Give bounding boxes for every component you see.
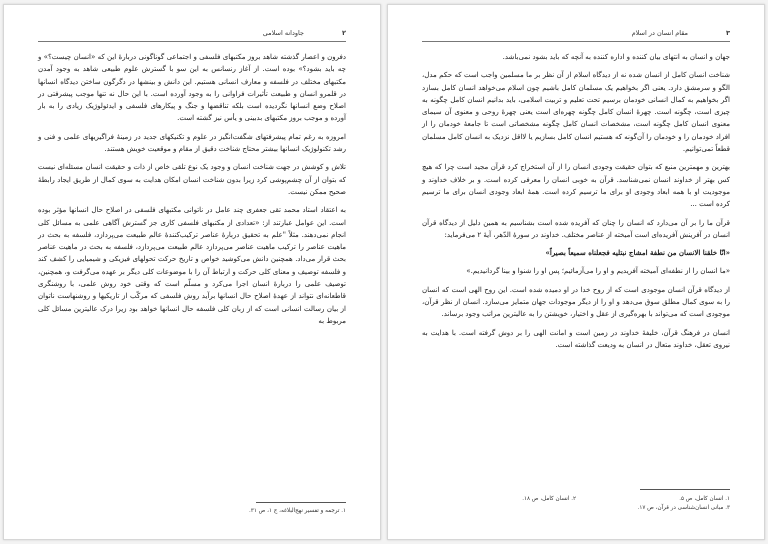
paragraph: امروزه به رغم تمام پیشرفتهای شگفت‌انگیز در علوم و تکنیکهای جدید در زمینهٔ فراگیریهای علمی و فنی و رشد تکنولوژیک انسانها بیشتر محتاج شناخت دقیق از مقام و موقعیت خویش هستند. (38, 132, 346, 154)
paragraph: قرآن ما را بر آن می‌دارد که انسان را چنان که آفریده شده است بشناسیم به همین دلیل از دیدگاه قرآن انسان در آفرینش آفریده‌ای است آمیخته از عناصر مختلف. خداوند در سورهٔ الدّهر، آیهٔ ٢ می‌فرماید: (422, 218, 730, 239)
right-page (387, 4, 765, 540)
left-footnotes (38, 507, 346, 516)
paragraph: شناخت انسان کامل از انسان شده نه از دیدگاه اسلام از آن نظر بر ما مسلمین واجب است که حکم مدل، الگو و سرمشق دارد. یعنی اگر بخواهیم یک مسلمان کامل باشیم چون اسلام می‌خواهد انسان کامل بسازد اگر بخواهیم به کمال انسانی خودمان برسیم تحت تعلیم و تربیت اسلامی، باید بدانیم انسان کامل چگونه به چیزی است، چگونه است. چهرهٔ انسان کامل چگونه چهره‌ای است یعنی چهرهٔ روحی و معنوی آن سیمای معنوی انسان کامل چگونه است، مشخصات انسان کامل چگونه مشخصاتی است تا جامعهٔ خودمان را از افراد خودمان را و خودمان را آن‌گونه که هستیم انسان کامل بسازیم یا لااقل نزدیک به انسان کامل مسلمان قطعاً تمی‌توانیم. (422, 71, 730, 154)
paragraph: دفرون و اعصار گذشته شاهد بروز مکتبهای فلسفی و اجتماعی گوناگونی دربارهٔ این که «انسان چیست؟» و چه باید بشود؟» بوده است. از آغاز رنسانس به این سو با گسترش علوم طبیعی شاهد به وجود آمدن مکتبهای مختلف در فلسفه و معارف انسانی هستیم. این دانش و بینشها در دگرگون ساختن دیدگاه انسانها در قلمرو انسان و طبیعت تأثیرات فراوانی را به وجود آورده است. با این حال نه تنها موجب پیشرفتی در اصلاح وضع انسانها نگردیده است بلکه تناقضها و جنگ و پیکارهای فلسفی و ایدئولوژیک زیادی را به بار آورده و موجب بروز مکتبهای بدبینی و یأس نیز گشته است. (38, 53, 346, 123)
paragraph: تلاش و کوشش در جهت شناخت انسان و وجود یک نوع تلقی خاص از ذات و حقیقت انسان مسئله‌ای نیست که بتوان از آن چشم‌پوشی کرد زیرا بدون شناخت انسان امکان هدایت به سوی کمال از طریق ایجاد رابطهٔ صحیح ممکن نیست. (38, 163, 346, 196)
right-footnotes (422, 495, 730, 513)
running-title: جاودانه اسلامی (262, 29, 304, 37)
right-page-body (422, 51, 730, 357)
footnote: ٣. مبانی انسان‌شناسی در قرآن، ص ١٧. (637, 505, 730, 511)
verse-translation: «ما انسان را از نطفه‌ای آمیخته آفریدیم و او را می‌آزمائیم؛ پس او را شنوا و بینا گردانیدیم.» (466, 267, 730, 276)
paragraph: جهان و انسان به انتهای بیان کننده و اداره کننده به آنچه که باید بشود نمی‌باشد. (502, 53, 730, 61)
footnote: ١. انسان کامل، ص ۵. (679, 496, 730, 502)
page-number: ٣ (726, 29, 730, 37)
paragraph: بهترین و مهمترین منبع که بتوان حقیقت وجودی انسان را از آن استخراج کرد قرآن مجید است چرا که هیچ کس بهتر از خداوند انسان نمی‌شناسد. قرآن به خوبی انسان را معرفی کرده است. و بر خلاف خداوند و موجودیت او با همه ابعاد وجودی او برای ما ترسیم کرده است. همهٔ ابعاد وجودی انسان برای ما ترسیم کرده است ... (422, 163, 730, 209)
footnote-rule (640, 489, 730, 490)
footnote-rule (256, 502, 346, 503)
paragraph: انسان در فرهنگ قرآن، خلیفهٔ خداوند در زمین است و امانت الهی را بر دوش گرفته است. با هدایت به نیروی تعقل، خداوند متعال در انسان به ودیعت گذاشته است. (422, 328, 730, 349)
left-page-header (38, 29, 346, 42)
left-page (3, 4, 381, 540)
right-page-header (422, 29, 730, 42)
page-number: ٢ (342, 29, 346, 37)
left-page-body (38, 51, 346, 333)
running-title: مقام انسان در اسلام (631, 29, 688, 37)
paragraph: به اعتقاد استاد محمد تقی جعفری چند عامل در ناتوانی مکتبهای فلسفی در اصلاح حال انسانها مؤثر بوده است. این عوامل عبارتند از: «تعدادی از مکتبهای فلسفی کاری جز گسترش آگاهی علمی به مسائل کلی انجام نمی‌دهند. مثلاً "علم به تحقیق دربارهٔ عناصر ترکیب‌کنندهٔ عالم طبیعت می‌پردازد، فلسفه به بحث در ماهیت عناصر را ترکیب ماهیت عناصر می‌پردازد عالم طبیعت می‌پردازد، فلسفه به بحث در ماهیت عناصر بحث قرار می‌داد. همچنین دانش می‌کوشید خواص و تاریخ حرکت تحولهای فیزیکی و شیمیایی را کشف کند و فلسفه توصیف و معنای کلی حرکت و ارتباط آن را با موضوعات کلی دیگر بر عهده می‌گرفت و، همچنین، توصیف علمی را دربارهٔ انسان اجرا می‌کرد و مسلّم است که وقتی خود روش علمی، با روشنگری قاطعانه‌ای نتواند از عهدهٔ اصلاح حال انسانها برآید روش فلسفی که مرکّب از تاریکیها و روشنهاست ناتوان از بیان رسالت انسانی است که از زبان کلی فلسفه حال انسانها خواهد بود زیرا درک عالیترین مسائل کلی مربوط به (38, 206, 346, 325)
footnote: ٢. انسان کامل، ص ١٨. (522, 496, 576, 502)
paragraph: از دیدگاه قرآن انسان موجودی است که از روح خدا در او دمیده شده است. این روح الهی است که انسان را به سوی کمال مطلق سوق می‌دهد و او را از دیگر موجودات جهان متمایز می‌سازد. انسان از نظر قرآن، موجودی است که می‌تواند با بهره‌گیری از عقل و اختیار، خویشتن را به عالیترین مراتب وجود برساند. (422, 285, 730, 319)
quran-verse: «انّا خلقنا الانسان من نطفة امشاج نبتليه فجعلناه سميعاً بصيراً» (545, 248, 730, 258)
footnote: ١. ترجمه و تفسیر نهج‌البلاغه، ج ١، ص ٣١. (249, 508, 346, 514)
